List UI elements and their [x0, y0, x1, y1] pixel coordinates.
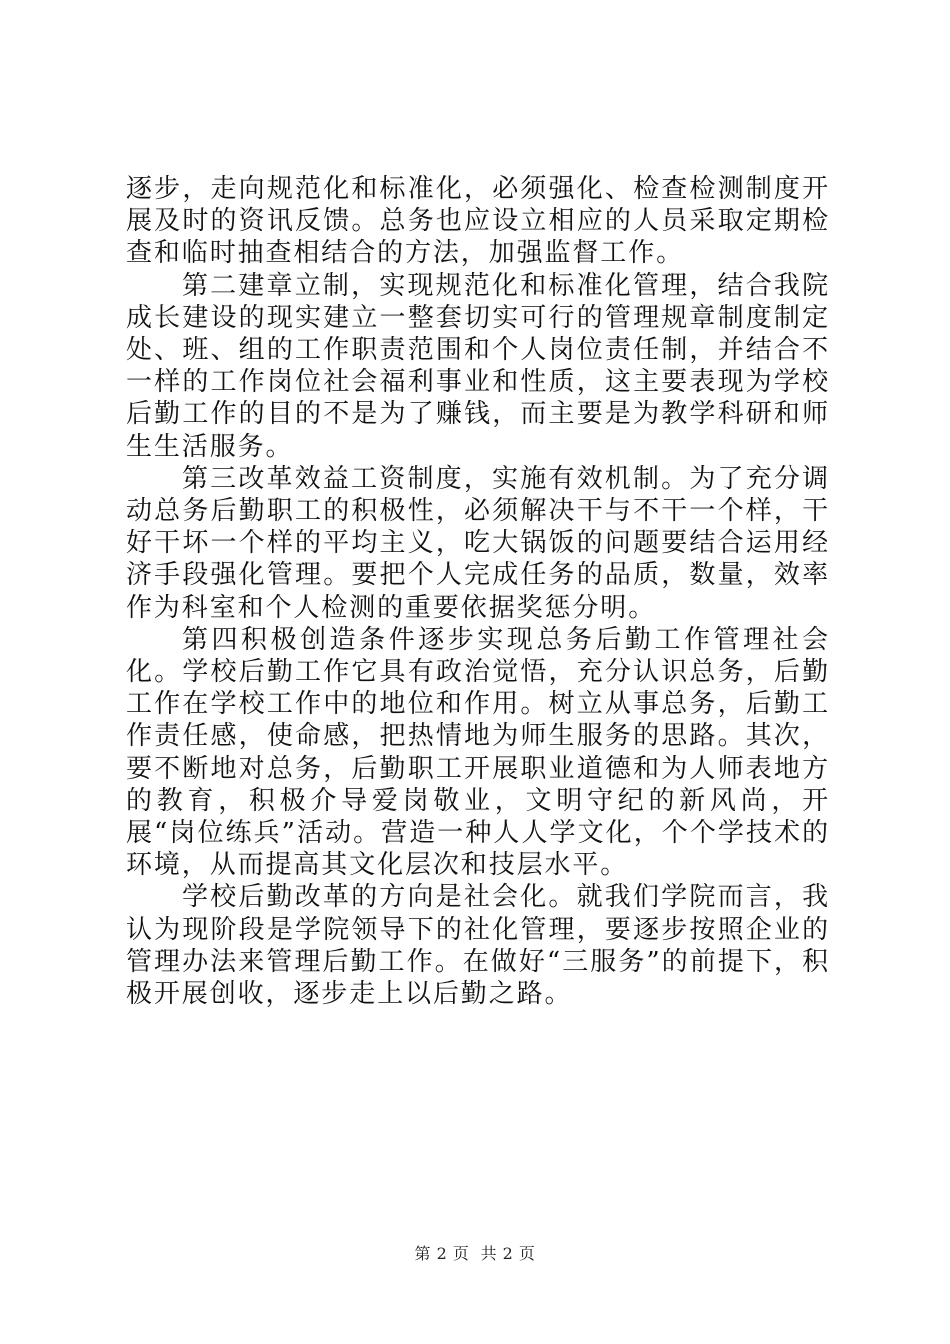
paragraph-4: 第四积极创造条件逐步实现总务后勤工作管理社会化。学校后勤工作它具有政治觉悟，充分认识总务，后勤工作在学校工作中的地位和作用。树立从事总务，后勤工作责任感，使命感，把热情地为师生服务的思路。其次，要不断地对总务，后勤职工开展职业道德和为人师表地方的教育，积极介导爱岗敬业，文明守纪的新风尚，开展“岗位练兵”活动。营造一种人人学文化，个个学技术的环境，从而提高其文化层次和技层水平。 — [126, 624, 830, 881]
paragraph-2: 第二建章立制，实现规范化和标准化管理，结合我院成长建设的现实建立一整套切实可行的管理规章制度制定处、班、组的工作职责范围和个人岗位责任制，并结合不一样的工作岗位社会福利事业和性质，这主要表现为学校后勤工作的目的不是为了赚钱，而主要是为教学科研和师生生活服务。 — [126, 270, 830, 462]
page-footer — [0, 1244, 950, 1264]
total-pages: 共 2 页 — [480, 1244, 536, 1263]
paragraph-5: 学校后勤改革的方向是社会化。就我们学院而言，我认为现阶段是学院领导下的社化管理，要逐步按照企业的管理办法来管理后勤工作。在做好“三服务”的前提下，积极开展创收，逐步走上以后勤之路。 — [126, 882, 830, 1010]
paragraph-1: 逐步，走向规范化和标准化，必须强化、检查检测制度开展及时的资讯反馈。总务也应设立相应的人员采取定期检查和临时抽查相结合的方法，加强监督工作。 — [126, 174, 830, 269]
footer-spacer — [469, 1244, 480, 1263]
page-number: 第 2 页 — [414, 1244, 470, 1263]
paragraph-3: 第三改革效益工资制度，实施有效机制。为了充分调动总务后勤职工的积极性，必须解决干与不干一个样，干好干坏一个样的平均主义，吃大锅饭的问题要结合运用经济手段强化管理。要把个人完成任务的品质，数量，效率作为科室和个人检测的重要依据奖惩分明。 — [126, 463, 830, 623]
document-body — [126, 173, 830, 1010]
